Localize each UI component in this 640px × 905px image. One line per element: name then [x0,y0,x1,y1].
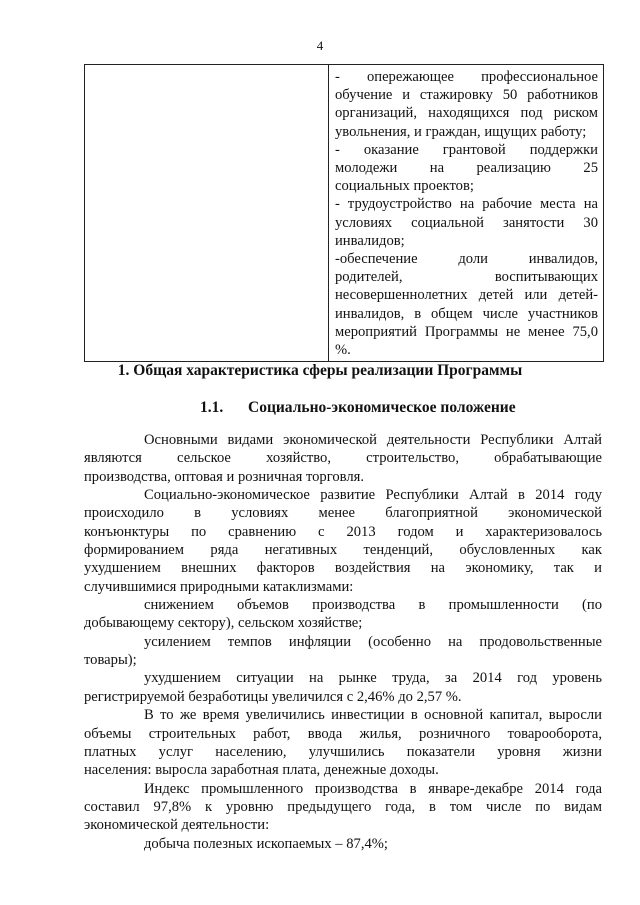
paragraph-line: добывающему сектору), сельском хозяйстве; [84,615,363,632]
table-cell-line: %. [335,342,351,359]
paragraph-line: ухудшением внешних факторов воздействия на экономику, так и [84,560,602,577]
paragraph-line: экономической деятельности: [84,817,270,834]
paragraph-line: происходило в условиях менее благоприятной экономической [84,505,602,522]
table-cell-line: социальных проектов; [335,178,474,195]
table-cell-line: обучение и стажировку 50 работников [335,87,598,104]
paragraph-line: конъюнктуры по сравнению с 2013 годом и характеризовалось [84,523,602,540]
subsection-heading [200,399,516,417]
body-text [84,431,602,853]
paragraph-line: составил 97,8% к уровню предыдущего года, в том числе по видам [84,798,602,815]
paragraph-line: снижением объемов производства в промышленности (по [144,597,602,614]
paragraph-line: Основными видами экономической деятельности Республики Алтай [144,432,602,448]
table-cell-line: - оказание грантовой поддержки [335,141,598,158]
paragraph-line: производства, оптовая и розничная торговля. [84,468,364,485]
page-number: 4 [316,38,324,53]
paragraph-line: В то же время увеличились инвестиции в основной капитал, выросли [144,707,602,724]
paragraph-line: являются сельское хозяйство, строительство, обрабатывающие [84,450,602,467]
table-cell-line: организаций, находящихся под риском [335,105,598,122]
paragraph-line: товары); [84,652,137,669]
paragraph-line: формированием ряда негативных тенденций, обусловленных как [84,542,602,559]
paragraph-line: Индекс промышленного производства в январе-декабре 2014 года [144,780,602,797]
paragraph-line: случившимися природными катаклизмами: [84,578,354,595]
table-cell-line: - трудоустройство на рабочие места на [335,196,598,213]
table-cell-line: несовершеннолетних детей или детей- [335,287,598,304]
table-cell-line: мероприятий Программы не менее 75,0 [335,323,598,340]
program-passport-table [84,64,604,362]
section-heading: 1. Общая характеристика сферы реализации Программы [117,362,523,379]
table-left-cell [85,65,329,362]
table-cell-line: -обеспечение доли инвалидов, [335,251,598,268]
subsection-number: 1.1. [200,399,224,416]
paragraph-line: ухудшением ситуации на рынке труда, за 2014 год уровень [144,670,602,687]
paragraph-line: регистрируемой безработицы увеличился с 2,46% до 2,57 %. [84,688,462,705]
paragraph-line: населения: выросла заработная плата, денежные доходы. [84,762,439,779]
paragraph-line: объемы строительных работ, ввода жилья, розничного товарооборота, [84,725,602,742]
table-cell-line: - опережающее профессиональное [335,69,598,85]
table-cell-line: родителей, воспитывающих [335,269,598,286]
table-cell-line: молодежи на реализацию 25 [335,160,598,177]
table-cell-line: условиях социальной занятости 30 [335,214,598,231]
table-cell-line: инвалидов; [335,232,405,249]
subsection-title: Социально-экономическое положение [248,399,516,416]
table-cell-line: инвалидов, в общем числе участников [335,305,598,322]
paragraph-line: платных услуг населению, улучшились показатели уровня жизни [84,743,602,760]
paragraph-line: усилением темпов инфляции (особенно на продовольственные [144,633,602,650]
paragraph-line: добыча полезных ископаемых – 87,4%; [144,835,388,852]
table-cell-line: увольнения, и граждан, ищущих работу; [335,123,587,140]
paragraph-line: Социально-экономическое развитие Республики Алтай в 2014 году [144,487,602,504]
table-right-cell [329,65,604,362]
